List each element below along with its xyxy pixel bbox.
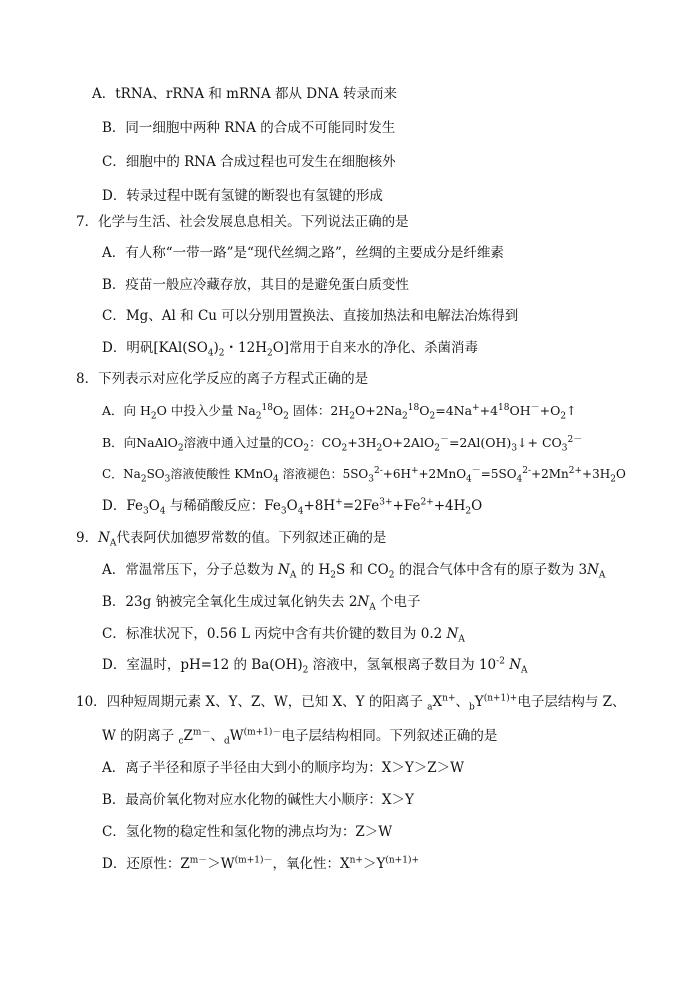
q10-option-a: A．离子半径和原子半径由大到小的顺序均为：X＞Y＞Z＞W (102, 760, 465, 776)
q9-stem: 9．$N_A$代表阿伏加德罗常数的值。下列叙述正确的是 (76, 530, 387, 549)
q10-option-d: D．还原性：$Z^{m-}>W^{(m+1)-}$，氧化性：$X^{n+}>Y^{(n+1)+}$ (102, 855, 420, 872)
q8-option-d: D．$Fe_3O_4$ 与稀硝酸反应：$Fe_3O_4+8H^+=2Fe^{3+}+Fe^{2+}+4H_2O$ (102, 497, 483, 517)
q8-option-a: A．向 $H_2O$ 中投入少量 $Na_2^{18}O_2$ 固体：$2H_2O+2Na_2^{18}O_2=4Na^++4^{18}OH^-+O_2↑$ (102, 402, 577, 422)
q10-stem-line1: 10．四种短周期元素 X、Y、Z、W，已知 X、Y 的阳离子 $_aX^{n+}$、$_bY^{(n+1)+}$电子层结构与 Z、 (76, 693, 626, 713)
q9-option-b: B．23g 钠被完全氧化生成过氧化钠失去 $2N_A$ 个电子 (102, 594, 421, 613)
q7-option-b: B．疫苗一般应冷藏存放，其目的是避免蛋白质变性 (102, 277, 409, 293)
q6-option-a: A．tRNA、rRNA 和 mRNA 都从 DNA 转录而来 (92, 86, 397, 102)
q8-option-c: C．$Na_2SO_3$溶液使酸性 KMnO$_4$ 溶液褪色：$5SO_3^{2-}+6H^++2MnO_4^-=5SO_4^{2-}+2Mn^{2+}+3H_2O$ (102, 466, 626, 485)
q9-option-a: A．常温常压下，分子总数为 $N_A$ 的 $H_2S$ 和 $CO_2$ 的混合气体中含有的原子数为 $3N_A$ (102, 562, 606, 581)
q7-option-c: C．Mg、Al 和 Cu 可以分别用置换法、直接加热法和电解法冶炼得到 (102, 308, 519, 324)
q10-option-b: B．最高价氧化物对应水化物的碱性大小顺序：X＞Y (102, 792, 414, 808)
q6-option-d: D．转录过程中既有氢键的断裂也有氢键的形成 (102, 188, 383, 204)
q9-option-d: D．室温时，pH=12 的 $Ba(OH)_2$ 溶液中，氢氧根离子数目为 $10^{-2}$ $N_A$ (102, 656, 528, 676)
q7-option-d: D．明矾[$KAl(SO_4)_2$・$12H_2O$]常用于自来水的净化、杀菌消毒 (102, 340, 479, 359)
q6-option-c: C．细胞中的 RNA 合成过程也可发生在细胞核外 (102, 154, 396, 170)
q6-option-b: B．同一细胞中两种 RNA 的合成不可能同时发生 (102, 120, 396, 136)
q10-option-c: C．氢化物的稳定性和氢化物的沸点均为：Z＞W (102, 824, 393, 840)
q10-stem-line2: W 的阴离子 $_cZ^{m-}$、$_dW^{(m+1)-}$电子层结构相同。下列叙述正确的是 (102, 727, 498, 747)
q8-stem: 8．下列表示对应化学反应的离子方程式正确的是 (76, 371, 369, 387)
q7-stem: 7．化学与生活、社会发展息息相关。下列说法正确的是 (76, 214, 409, 230)
q7-option-a: A．有人称“一带一路”是“现代丝绸之路”，丝绸的主要成分是纤维素 (102, 245, 504, 261)
q9-option-c: C．标准状况下，0.56 L 丙烷中含有共价键的数目为 0.2 $N_A$ (102, 626, 465, 645)
q8-option-b: B．向NaAlO$_2$溶液中通入过量的$CO_2$：$CO_2+3H_2O+2AlO_2^-=2Al(OH)_3↓+ CO_3^{2-}$ (102, 434, 583, 454)
